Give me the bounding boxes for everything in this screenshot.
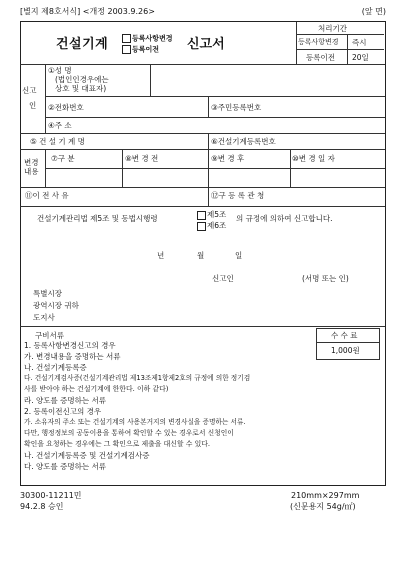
form-title-suffix: 신고서: [187, 37, 225, 52]
article-6-option[interactable]: [197, 221, 226, 231]
signature-label: (서명 또는 인): [302, 274, 349, 283]
change-after-label: ⑨변 경 후: [211, 154, 245, 163]
doc-line: 가. 변경내용을 증명하는 서류: [24, 352, 121, 361]
day-label: 일: [235, 251, 243, 260]
name-label-note: (법인인경우에는: [55, 75, 109, 84]
change-section-label-2: 내용: [24, 167, 39, 176]
machine-name-label: ⑤ 건 설 기 계 명: [30, 137, 85, 146]
change-date-label: ⑩변 경 일 자: [292, 154, 335, 163]
fee-box: [316, 328, 380, 360]
page-side: (앞 면): [361, 7, 386, 16]
month-label: 월: [197, 251, 205, 260]
year-label: 년: [157, 251, 165, 260]
doc-line: 나. 건설기계등록증: [24, 363, 87, 372]
name-label-note-2: 상호 및 대표자): [55, 84, 107, 93]
article-5-option[interactable]: [197, 210, 226, 220]
old-office-label: ⑫구 등 록 관 청: [211, 191, 265, 200]
checkbox-icon[interactable]: [122, 34, 131, 43]
change-before-label: ⑧변 경 전: [125, 154, 159, 163]
reporter-label: 신고인: [212, 274, 234, 283]
declaration-text-end: 의 규정에 의하여 신고합니다.: [236, 214, 333, 223]
address-label: ④주 소: [48, 121, 72, 130]
doc-line: 다. 건설기계검사증(건설기계관리법 제13조제1항제2호의 규정에 의한 정기검: [24, 374, 251, 382]
phone-label: ②전화번호: [48, 103, 84, 112]
checkbox-icon[interactable]: [197, 211, 206, 220]
applicant-section-label: 신고: [22, 86, 37, 95]
form-number: [별지 제8호서식] <개정 2003.9.26>: [20, 7, 155, 16]
option-change[interactable]: [122, 34, 173, 43]
applicant-section-label-2: 인: [29, 101, 37, 110]
article-5-label: 제5조: [207, 210, 227, 219]
paper-type: (신문용지 54g/㎡): [290, 502, 356, 511]
change-type-label: ⑦구 분: [51, 154, 75, 163]
doc-line: 나. 건설기계등록증 및 건설기계검사증: [24, 451, 150, 460]
option-transfer[interactable]: [122, 45, 159, 54]
fee-value: 1,000원: [331, 346, 360, 355]
doc-line: 다만, 행정정보의 공동이용을 통하여 확인할 수 있는 경우로서 신청인이: [24, 429, 234, 437]
declaration-text: 건설기계관리법 제5조 및 동법시행령: [37, 214, 158, 223]
doc-line: 가. 소유자의 주소 또는 건설기계의 사용본거지의 변경사실을 증명하는 서류.: [24, 418, 246, 426]
doc-line: 라. 양도를 증명하는 서류: [24, 396, 106, 405]
processing-heading: 처리기간: [318, 24, 347, 33]
recipient-special-city: 특별시장: [33, 289, 62, 298]
form-title: 건설기계: [56, 37, 109, 52]
processing-change-value: 즉시: [352, 38, 367, 47]
transfer-reason-label: ⑪이 전 사 유: [25, 191, 69, 200]
form-code: 30300-11211민: [20, 491, 82, 500]
doc-line: 2. 등록이전신고의 경우: [24, 407, 102, 416]
required-docs-heading: 구비서류: [35, 331, 64, 340]
fee-label: 수 수 료: [331, 331, 358, 340]
processing-transfer-value: 20일: [352, 53, 369, 62]
processing-transfer-label: 등록이전: [306, 53, 335, 62]
article-6-label: 제6조: [207, 221, 227, 230]
doc-line: 확인을 요청하는 경우에는 그 확인으로 제출을 대신할 수 있다.: [24, 440, 211, 448]
doc-line: 사를 받아야 하는 건설기계에 한한다. 이하 같다): [24, 385, 169, 393]
name-label: ①성 명: [48, 66, 72, 75]
doc-line: 1. 등록사항변경신고의 경우: [24, 341, 116, 350]
machine-reg-label: ⑥건설기계등록번호: [211, 137, 276, 146]
approval-date: 94.2.8 승인: [20, 502, 64, 511]
checkbox-icon[interactable]: [197, 222, 206, 231]
option-transfer-label: 등록이전: [132, 45, 160, 54]
option-change-label: 등록사항변경: [132, 34, 173, 43]
recipient-metro-city: 광역시장 귀하: [33, 301, 79, 310]
checkbox-icon[interactable]: [122, 45, 131, 54]
change-section-label: 변경: [24, 158, 39, 167]
recipient-province: 도지사: [33, 313, 55, 322]
doc-line: 다. 양도를 증명하는 서류: [24, 462, 106, 471]
processing-change-label: 등록사항변경: [298, 38, 339, 46]
resident-number-label: ③주민등록번호: [211, 103, 262, 112]
paper-size: 210mm×297mm: [291, 491, 360, 500]
